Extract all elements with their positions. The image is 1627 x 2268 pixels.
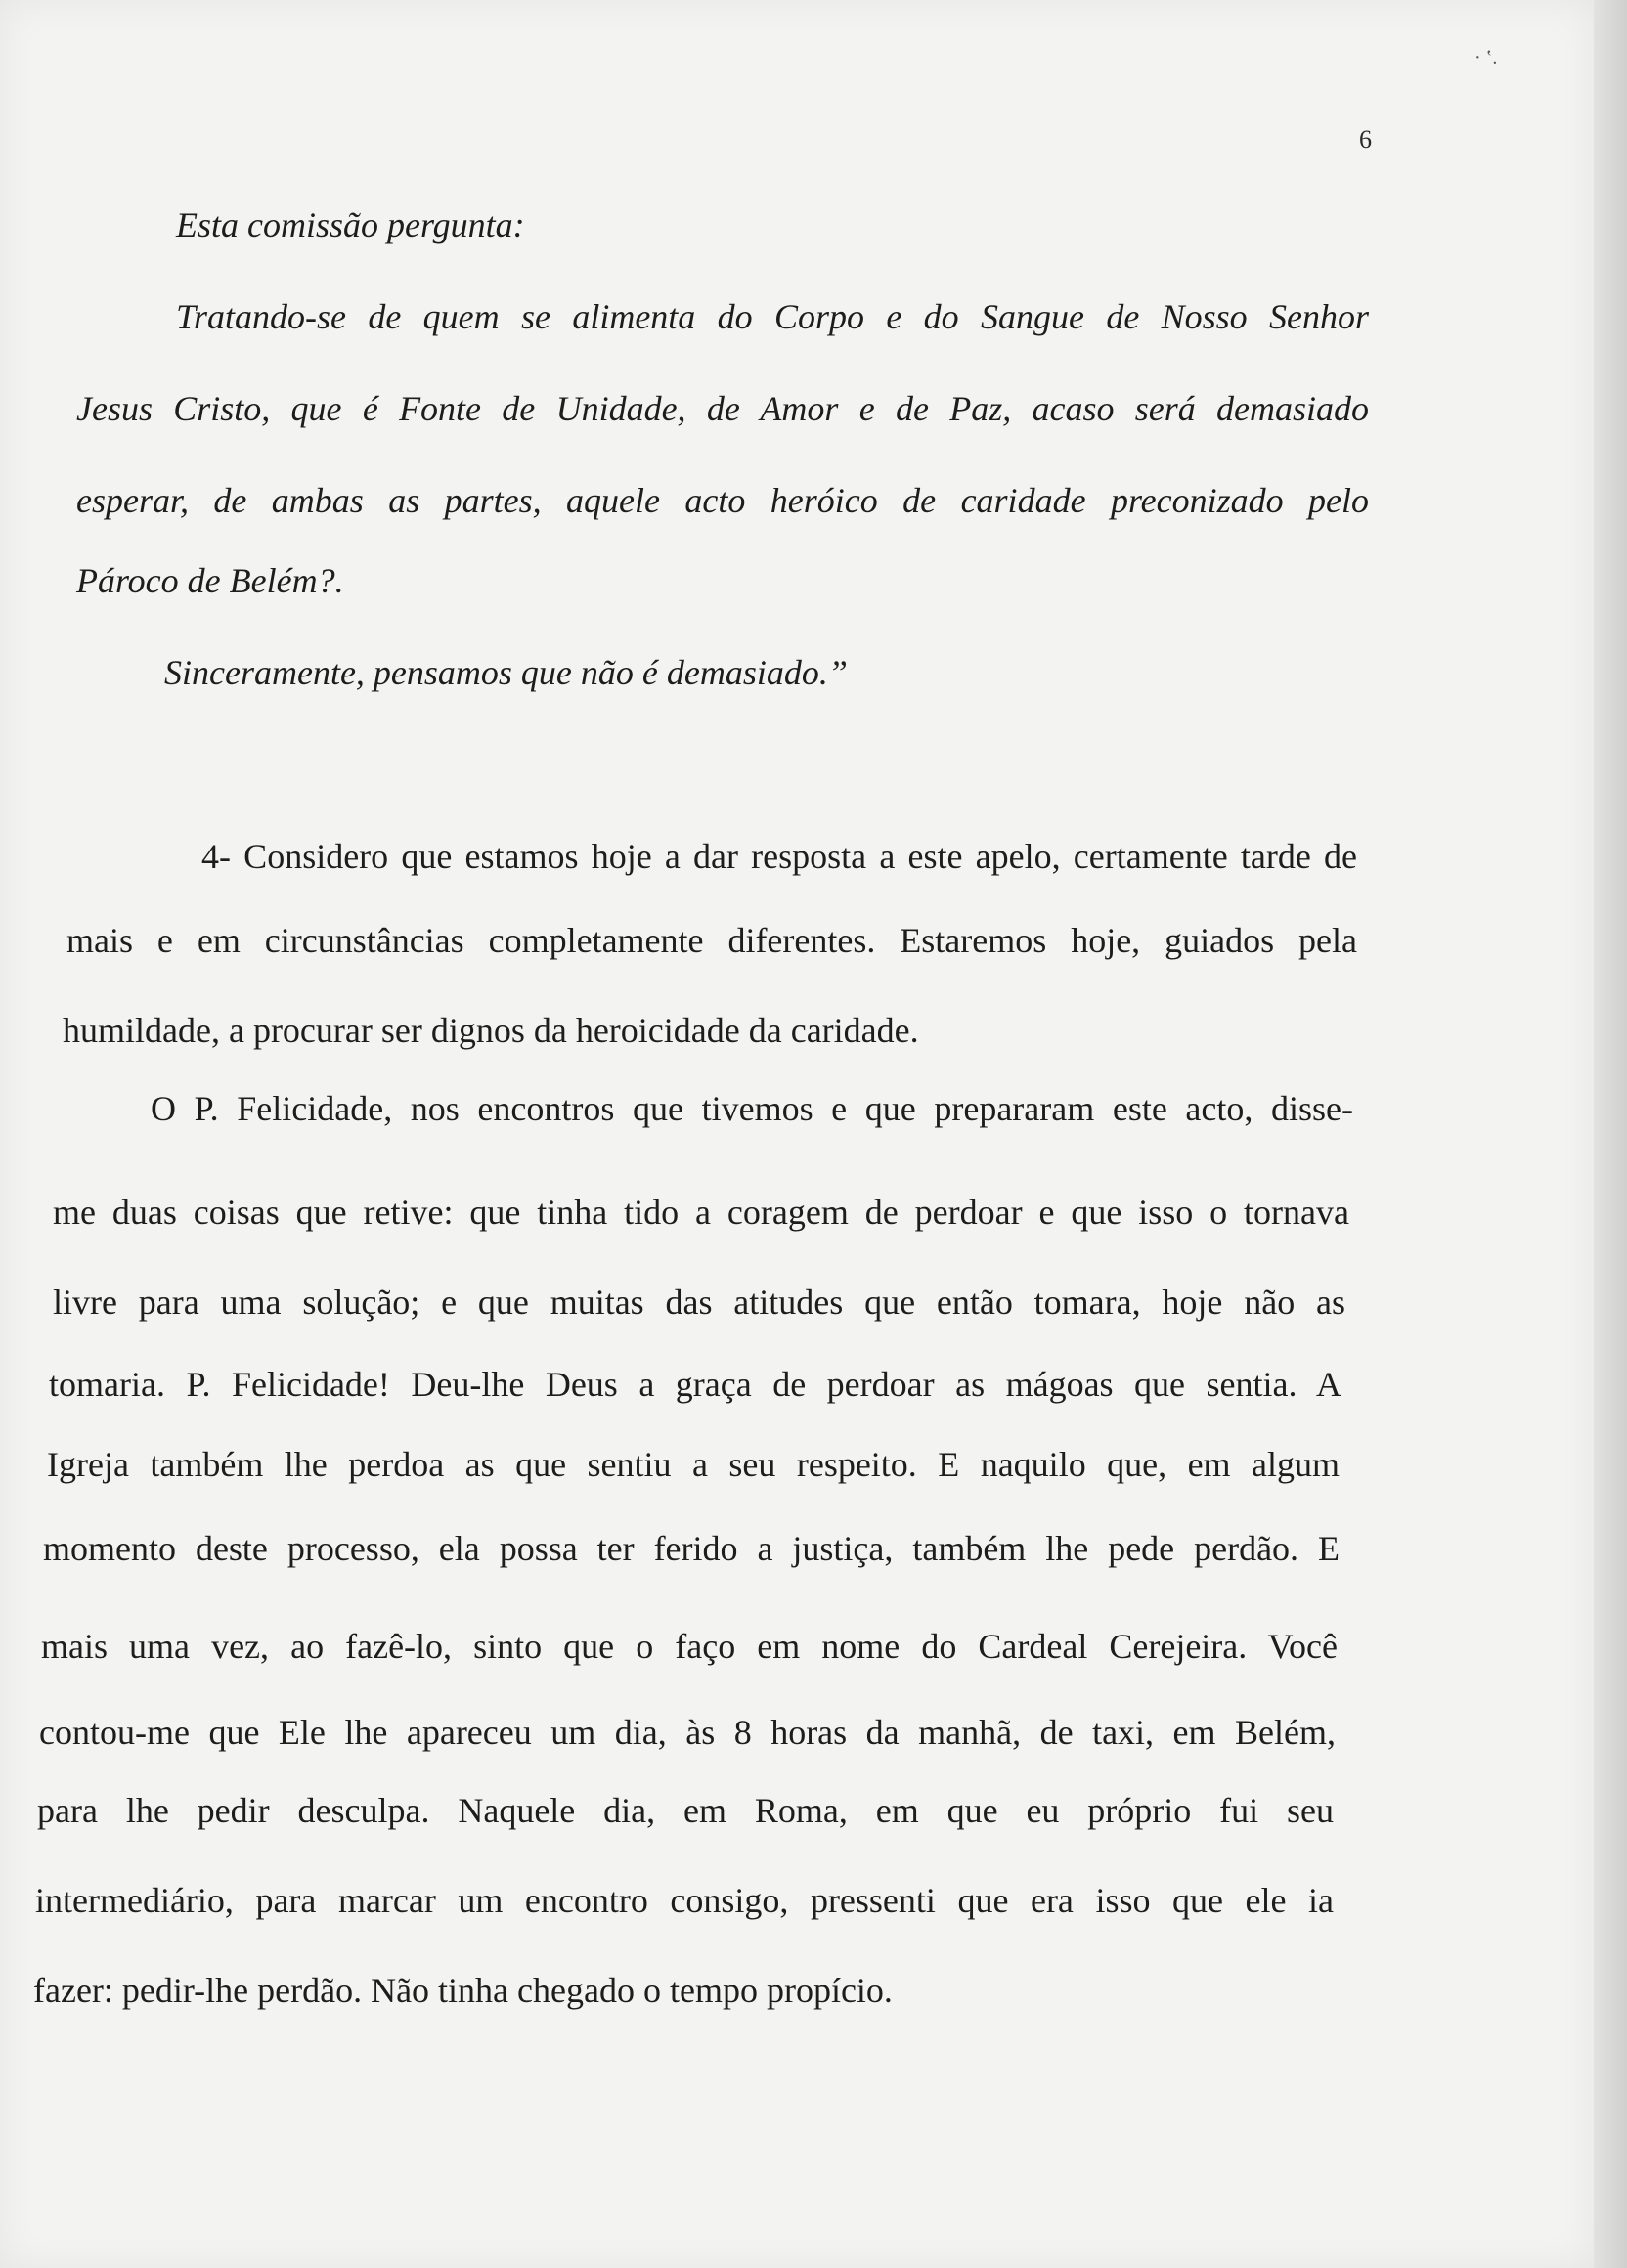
paragraph-line-9: para lhe pedir desculpa. Naquele dia, em Roma, em que eu próprio fui seu: [37, 1791, 1334, 1830]
quote-line-6: Sinceramente, pensamos que não é demasiado.”: [164, 653, 848, 692]
paragraph-line-4: tomaria. P. Felicidade! Deu-lhe Deus a graça de perdoar as mágoas que sentia. A: [49, 1365, 1341, 1404]
paragraph-line-3: livre para uma solução; e que muitas das atitudes que então tomara, hoje não as: [53, 1283, 1345, 1322]
paragraph-line-6: momento deste processo, ela possa ter ferido a justiça, também lhe pede perdão. E: [43, 1529, 1340, 1568]
scan-mark: · ʽ.: [1474, 47, 1498, 68]
section4-line-2: mais e em circunstâncias completamente diferentes. Estaremos hoje, guiados pela: [66, 921, 1357, 960]
quote-line-5: Pároco de Belém?.: [76, 561, 344, 600]
paper-edge: [1594, 0, 1627, 2268]
paragraph-line-2: me duas coisas que retive: que tinha tido a coragem de perdoar e que isso o tornava: [53, 1193, 1349, 1232]
paragraph-line-1: O P. Felicidade, nos encontros que tivemos e que prepararam este acto, disse-: [151, 1089, 1353, 1128]
paragraph-line-10: intermediário, para marcar um encontro consigo, pressenti que era isso que ele ia: [35, 1881, 1334, 1920]
paragraph-line-8: contou-me que Ele lhe apareceu um dia, às 8 horas da manhã, de taxi, em Belém,: [39, 1713, 1336, 1752]
section4-line-1: 4- Considero que estamos hoje a dar resposta a este apelo, certamente tarde de: [201, 837, 1357, 876]
paragraph-line-11: fazer: pedir-lhe perdão. Não tinha chegado o tempo propício.: [33, 1971, 893, 2010]
quote-line-1: Esta comissão pergunta:: [176, 205, 525, 244]
paragraph-line-5: Igreja também lhe perdoa as que sentiu a seu respeito. E naquilo que, em algum: [47, 1445, 1340, 1484]
page-number: 6: [1359, 125, 1372, 153]
paragraph-line-7: mais uma vez, ao fazê-lo, sinto que o faço em nome do Cardeal Cerejeira. Você: [41, 1627, 1338, 1666]
quote-line-2: Tratando-se de quem se alimenta do Corpo e do Sangue de Nosso Senhor: [176, 297, 1369, 336]
quote-line-4: esperar, de ambas as partes, aquele acto heróico de caridade preconizado pelo: [76, 481, 1369, 520]
section4-line-3: humildade, a procurar ser dignos da heroicidade da caridade.: [63, 1011, 919, 1050]
quote-line-3: Jesus Cristo, que é Fonte de Unidade, de Amor e de Paz, acaso será demasiado: [76, 389, 1369, 428]
